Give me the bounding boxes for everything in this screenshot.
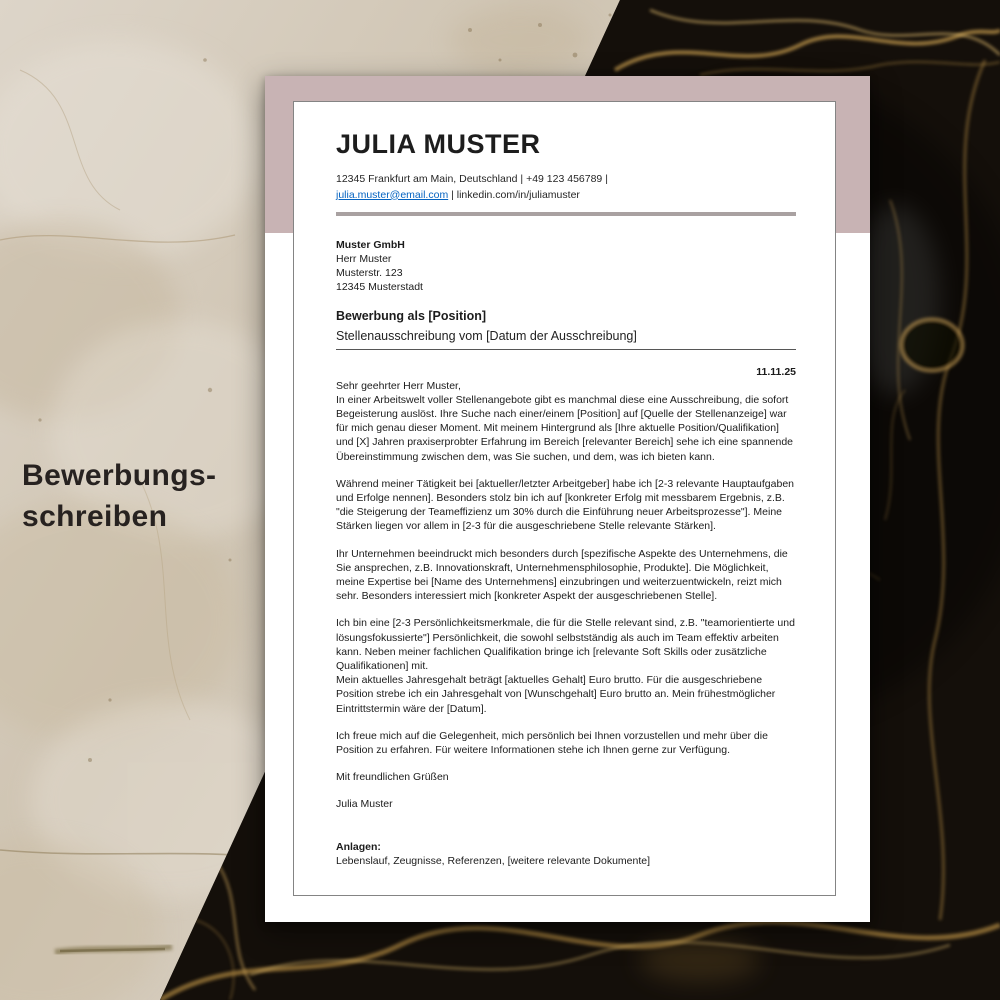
contact-line1: 12345 Frankfurt am Main, Deutschland | +49 123 456789 | xyxy=(336,173,608,185)
paragraph-personality: Ich bin eine [2-3 Persönlichkeitsmerkmale, die für die Stelle relevant sind, z.B. "teamorientierte und lösungsfokussierte"] Persönlichkeit, die sowohl selbstständig als auch im Team effektiv arbeiten kann. Neben meiner fachlichen Qualifikation bringe ich [relevante Soft Skills oder zusätzliche Qualifikationen] mit. xyxy=(336,617,795,672)
enclosures-list: Lebenslauf, Zeugnisse, Referenzen, [weitere relevante Dokumente] xyxy=(336,854,651,867)
paragraph-experience: Während meiner Tätigkeit bei [aktueller/letzter Arbeitgeber] habe ich [2-3 relevante Hauptaufgaben und Erfolge nennen]. Besonders stolz bin ich auf [konkreter Erfolg mit messbarem Ergebnis, z.B. "die Steigerung der Teameffizienz um 30% durch die Einführung neuer Arbeitsprozesse"]. Meine Stärken liegen vor allem in [2-3 für die ausgeschriebene Stelle relevante Stärken]. xyxy=(336,477,794,533)
paragraph-company: Ihr Unternehmen beeindruckt mich besonders durch [spezifische Aspekte des Unternehmens, die Sie ansprechen, z.B. Innovationskraft, Unternehmensphilosophie, Produkte]. Die Möglichkeit, meine Expertise bei [Name des Unternehmens] einzubringen und weiterzuentwickeln, reizt mich sehr. Besonders interessiert mich [konkreter Aspekt der ausgeschriebenen Stelle]. xyxy=(336,547,788,603)
recipient-company: Muster GmbH xyxy=(336,238,405,251)
email-link[interactable]: julia.muster@email.com xyxy=(336,188,449,201)
signature-name: Julia Muster xyxy=(336,798,393,811)
contact-line2 xyxy=(336,188,796,204)
paragraph-salary: Mein aktuelles Jahresgehalt beträgt [aktuelles Gehalt] Euro brutto. Für die ausgeschriebene Position strebe ich ein Jahresgehalt von [Wunschgehalt] Euro brutto an. Mein frühestmöglicher Eintrittstermin wäre der [Datum]. xyxy=(336,674,776,715)
cover-letter xyxy=(293,101,836,896)
letter-content xyxy=(294,129,835,868)
recipient-person: Herr Muster xyxy=(336,252,392,265)
enclosures-block xyxy=(336,840,796,868)
letter-body xyxy=(336,379,796,868)
contact-block xyxy=(336,172,796,203)
subject-block xyxy=(336,308,796,350)
paragraph-intro: In einer Arbeitswelt voller Stellenangebote gibt es manchmal diese eine Ausschreibung, die sofort Begeisterung auslöst. Ihre Suche nach einer/einem [Position] auf [Quelle der Stellenanzeige] war für mich genau dieser Moment. Mit meinem Hintergrund als [Ihre aktuelle Position/Qualifikation] und [X] Jahren praxiserprobter Erfahrung im Bereich [relevanter Bereich] sehe ich eine spannende Übereinstimmung zwischen dem, was Sie suchen, und dem, was ich bieten kann. xyxy=(336,393,794,463)
applicant-name: JULIA MUSTER xyxy=(336,129,541,159)
page-title-line1: Bewerbungs- xyxy=(22,459,217,492)
page-title-line2: schreiben xyxy=(22,500,168,533)
paragraph-outro: Ich freue mich auf die Gelegenheit, mich persönlich bei Ihnen vorzustellen und mehr über die Position zu erfahren. Für weitere Informationen stehe ich Ihnen gerne zur Verfügung. xyxy=(336,729,768,756)
salutation: Sehr geehrter Herr Muster, xyxy=(336,379,461,392)
recipient-street: Musterstr. 123 xyxy=(336,266,403,279)
document-paper xyxy=(265,76,870,922)
header-divider xyxy=(336,212,796,216)
recipient-block xyxy=(336,238,796,294)
enclosures-label: Anlagen: xyxy=(336,840,381,853)
subject-subline: Stellenausschreibung vom [Datum der Ausschreibung] xyxy=(336,328,637,343)
page-title xyxy=(22,455,216,537)
letter-date: 11.11.25 xyxy=(756,365,796,378)
closing-phrase: Mit freundlichen Grüßen xyxy=(336,771,449,784)
subject-line: Bewerbung als [Position] xyxy=(336,308,487,323)
contact-line2-rest: | linkedin.com/in/juliamuster xyxy=(448,188,580,201)
recipient-city: 12345 Musterstadt xyxy=(336,280,423,293)
